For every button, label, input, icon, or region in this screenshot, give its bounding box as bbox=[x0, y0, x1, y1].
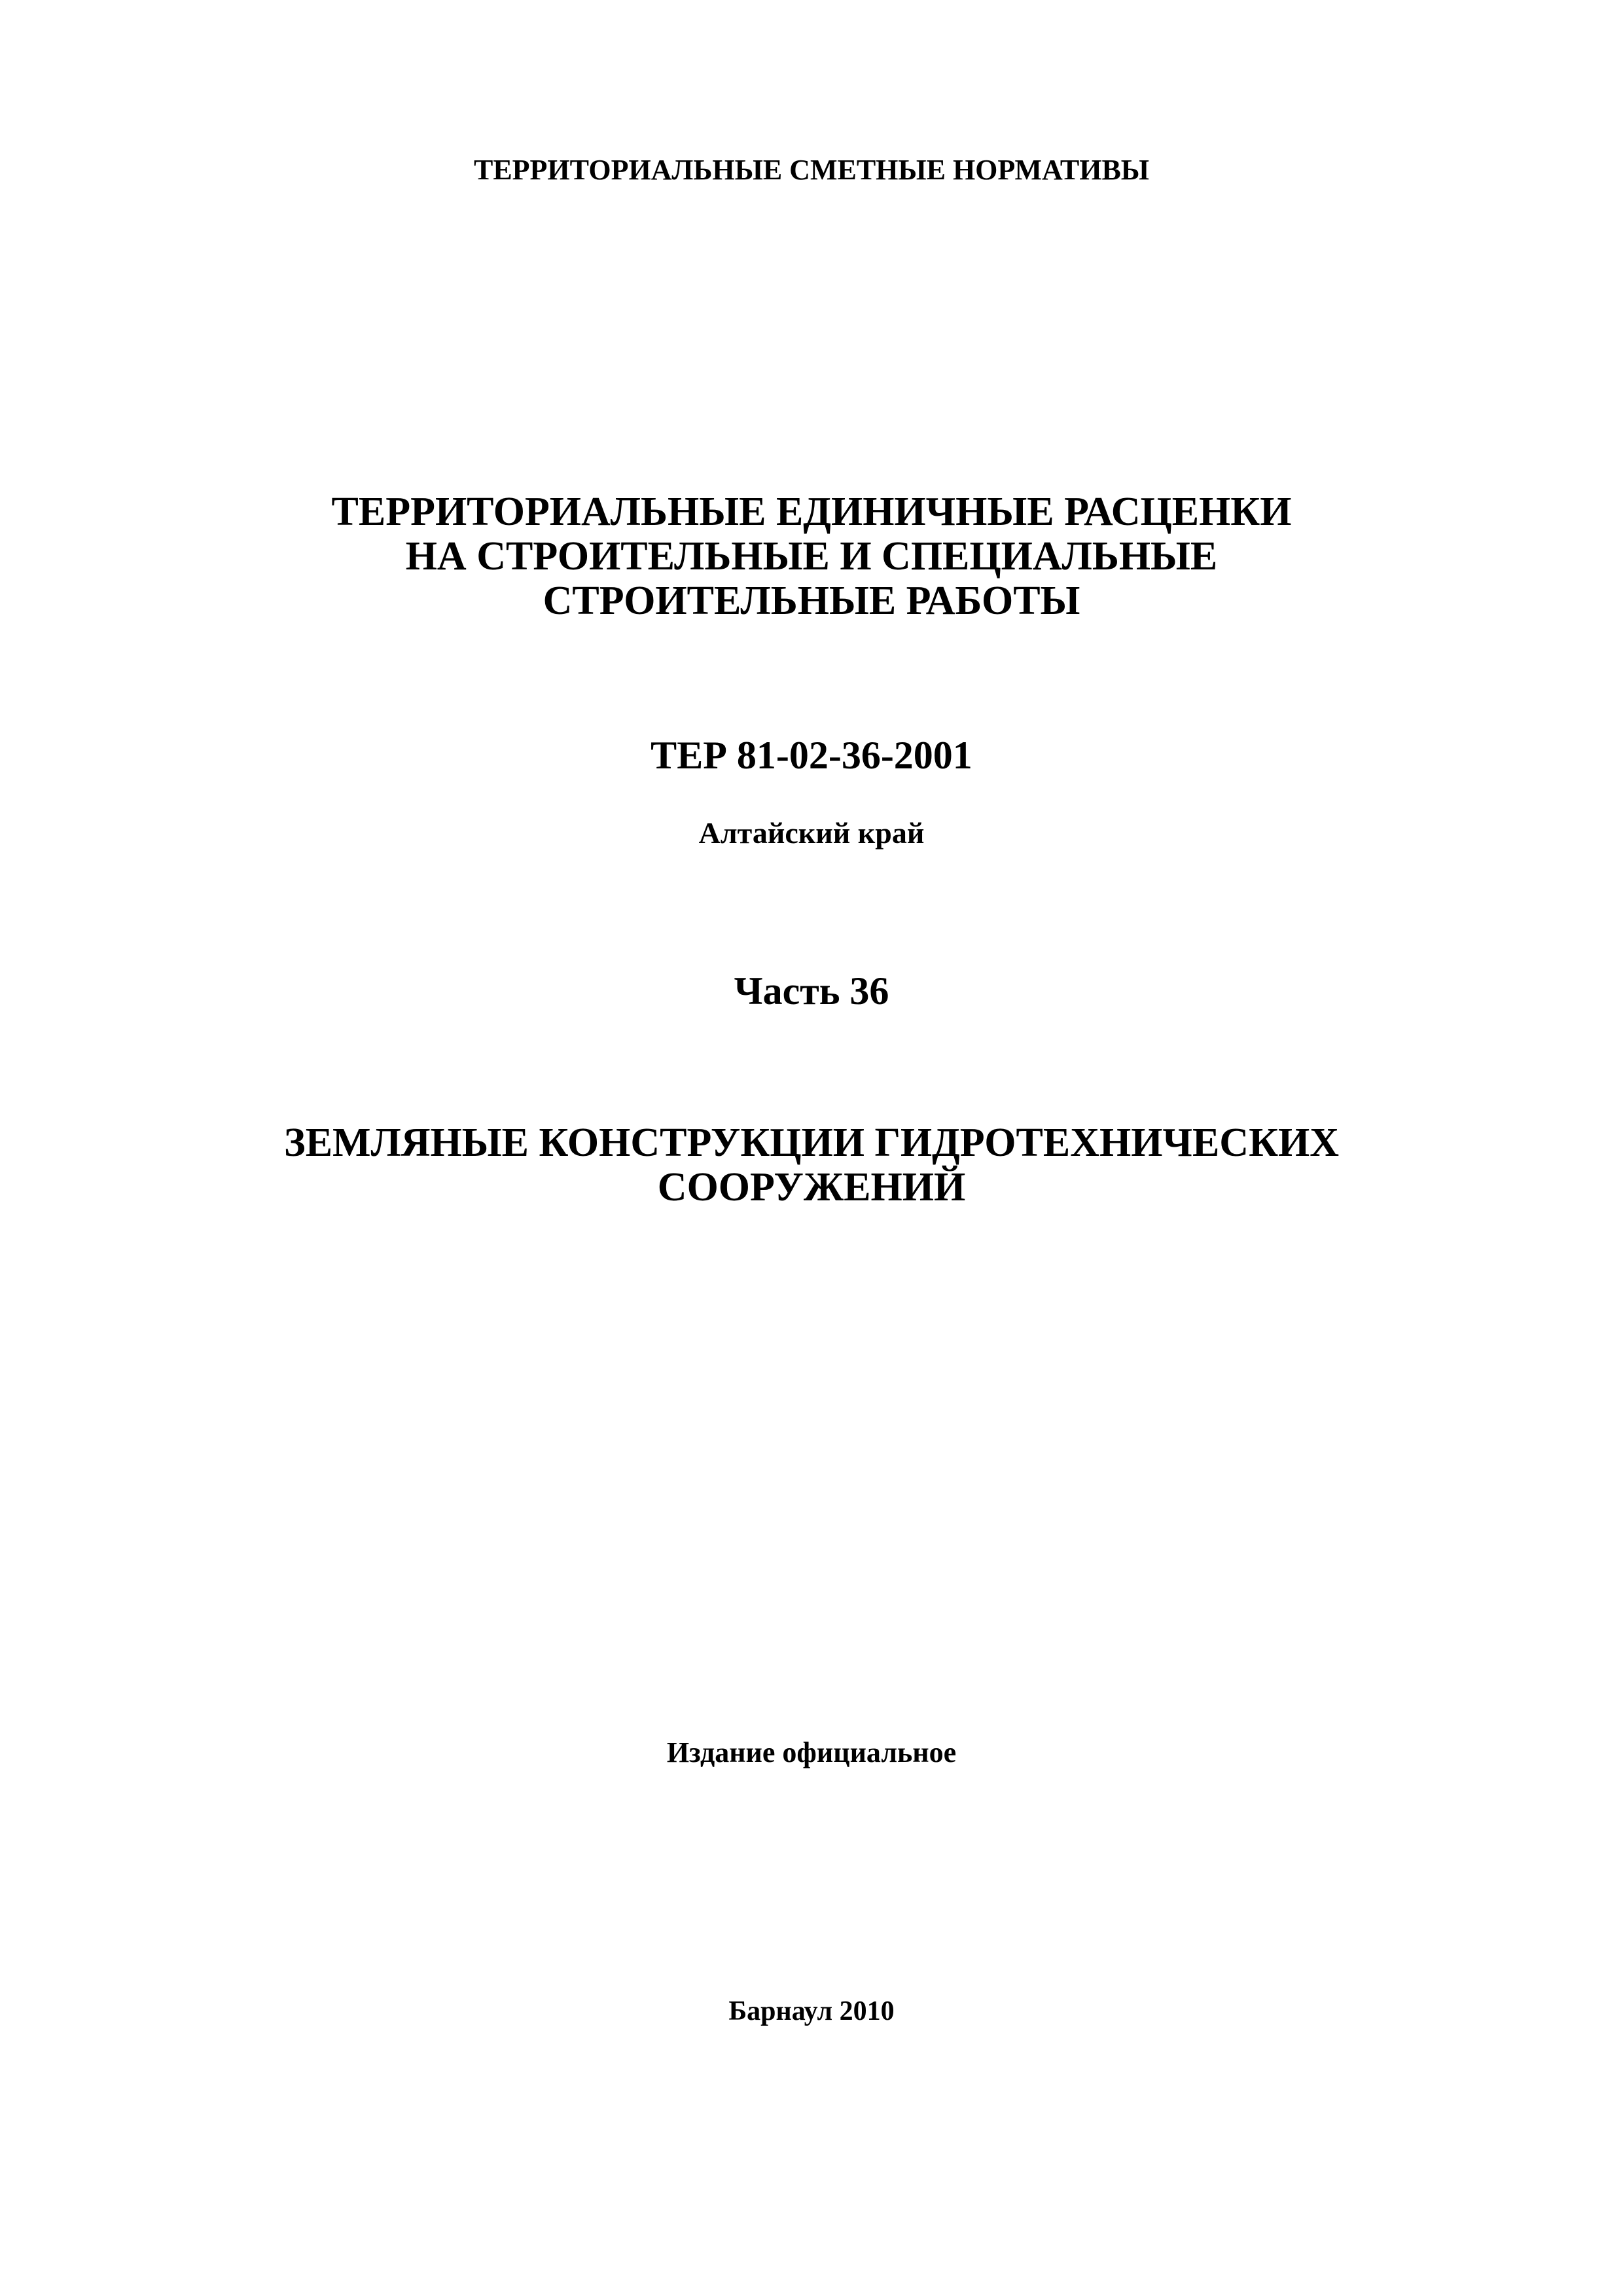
edition-note: Издание официальное bbox=[666, 1736, 957, 1768]
title-line-2: НА СТРОИТЕЛЬНЫЕ И СПЕЦИАЛЬНЫЕ bbox=[405, 534, 1218, 579]
place-and-year: Барнаул 2010 bbox=[728, 1996, 895, 2026]
part-subject bbox=[0, 1121, 1623, 1210]
region-name: Алтайский край bbox=[698, 816, 925, 850]
subject-line-2: СООРУЖЕНИЙ bbox=[657, 1165, 966, 1210]
subject-line-1: ЗЕМЛЯНЫЕ КОНСТРУКЦИИ ГИДРОТЕХНИЧЕСКИХ bbox=[283, 1121, 1340, 1165]
series-heading: ТЕРРИТОРИАЛЬНЫЕ СМЕТНЫЕ НОРМАТИВЫ bbox=[473, 154, 1150, 186]
document-code: ТЕР 81-02-36-2001 bbox=[651, 734, 972, 777]
document-title bbox=[0, 490, 1623, 623]
title-line-3: СТРОИТЕЛЬНЫЕ РАБОТЫ bbox=[543, 579, 1080, 623]
title-line-1: ТЕРРИТОРИАЛЬНЫЕ ЕДИНИЧНЫЕ РАСЦЕНКИ bbox=[331, 490, 1292, 534]
part-number: Часть 36 bbox=[734, 969, 889, 1013]
